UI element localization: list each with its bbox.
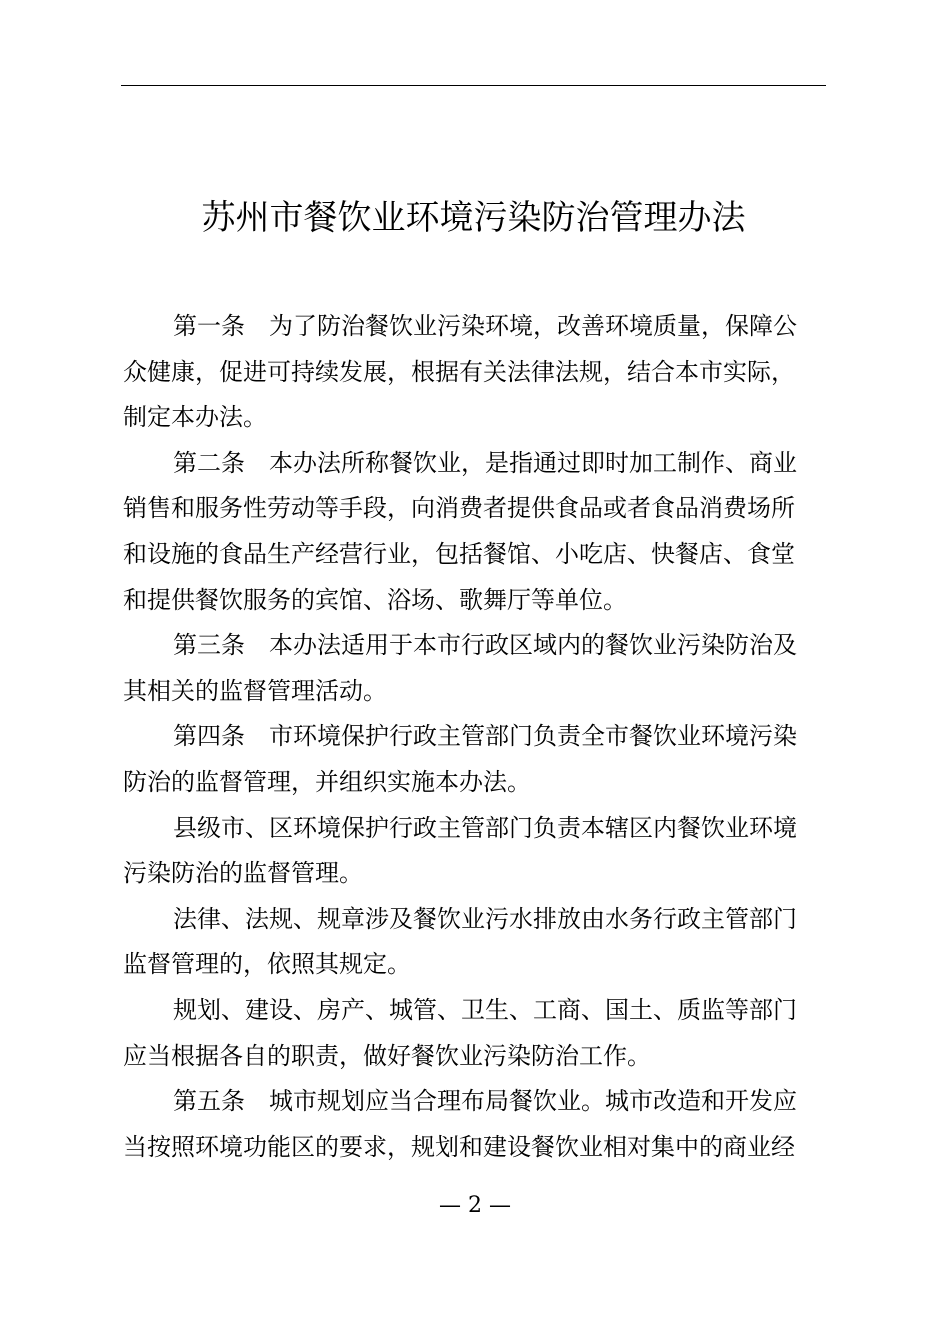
paragraph-line: 众健康，促进可持续发展，根据有关法律法规，结合本市实际， (123, 357, 795, 386)
document-title: 苏州市餐饮业环境污染防治管理办法 (201, 198, 746, 238)
paragraph-line: 和设施的食品生产经营行业，包括餐馆、小吃店、快餐店、食堂 (123, 539, 795, 568)
paragraph-line (123, 714, 828, 760)
paragraph-line (123, 623, 828, 669)
paragraph-line: 监督管理的，依照其规定。 (123, 950, 411, 979)
paragraph-text: 市环境保护行政主管部门负责全市餐饮业环境污染 (269, 722, 797, 751)
article-label: 第一条 (173, 312, 245, 340)
article-label: 第二条 (173, 448, 245, 477)
paragraph-line: 防治的监督管理，并组织实施本办法。 (123, 767, 531, 796)
paragraph-text: 城市规划应当合理布局餐饮业。城市改造和开发应 (269, 1087, 797, 1116)
article-label: 第四条 (173, 722, 245, 751)
article-label: 第五条 (173, 1087, 245, 1116)
paragraph-line: 污染防治的监督管理。 (123, 859, 363, 888)
paragraph-line (123, 441, 828, 487)
paragraph-line (123, 1079, 828, 1125)
paragraph-line: 应当根据各自的职责，做好餐饮业污染防治工作。 (123, 1041, 651, 1070)
paragraph-line: 规划、建设、房产、城管、卫生、工商、国土、质监等部门 (173, 995, 797, 1024)
paragraph-line: 法律、法规、规章涉及餐饮业污水排放由水务行政主管部门 (173, 904, 797, 933)
paragraph-line (123, 304, 828, 350)
paragraph-line: 制定本办法。 (123, 403, 267, 432)
paragraph-text: 本办法适用于本市行政区域内的餐饮业污染防治及 (269, 631, 797, 660)
paragraph-line: 销售和服务性劳动等手段，向消费者提供食品或者食品消费场所 (123, 494, 795, 523)
paragraph-line: 和提供餐饮服务的宾馆、浴场、歌舞厅等单位。 (123, 585, 627, 614)
paragraph-line: 当按照环境功能区的要求，规划和建设餐饮业相对集中的商业经 (123, 1132, 795, 1161)
article-label: 第三条 (173, 631, 245, 660)
document-body (123, 304, 828, 1170)
page-number: — 2 — (439, 1193, 511, 1218)
paragraph-text: 本办法所称餐饮业，是指通过即时加工制作、商业 (269, 448, 797, 477)
paragraph-line: 县级市、区环境保护行政主管部门负责本辖区内餐饮业环境 (173, 813, 797, 842)
paragraph-text: 为了防治餐饮业污染环境，改善环境质量，保障公 (269, 312, 797, 340)
header-rule (121, 85, 826, 86)
paragraph-line: 其相关的监督管理活动。 (123, 676, 387, 705)
